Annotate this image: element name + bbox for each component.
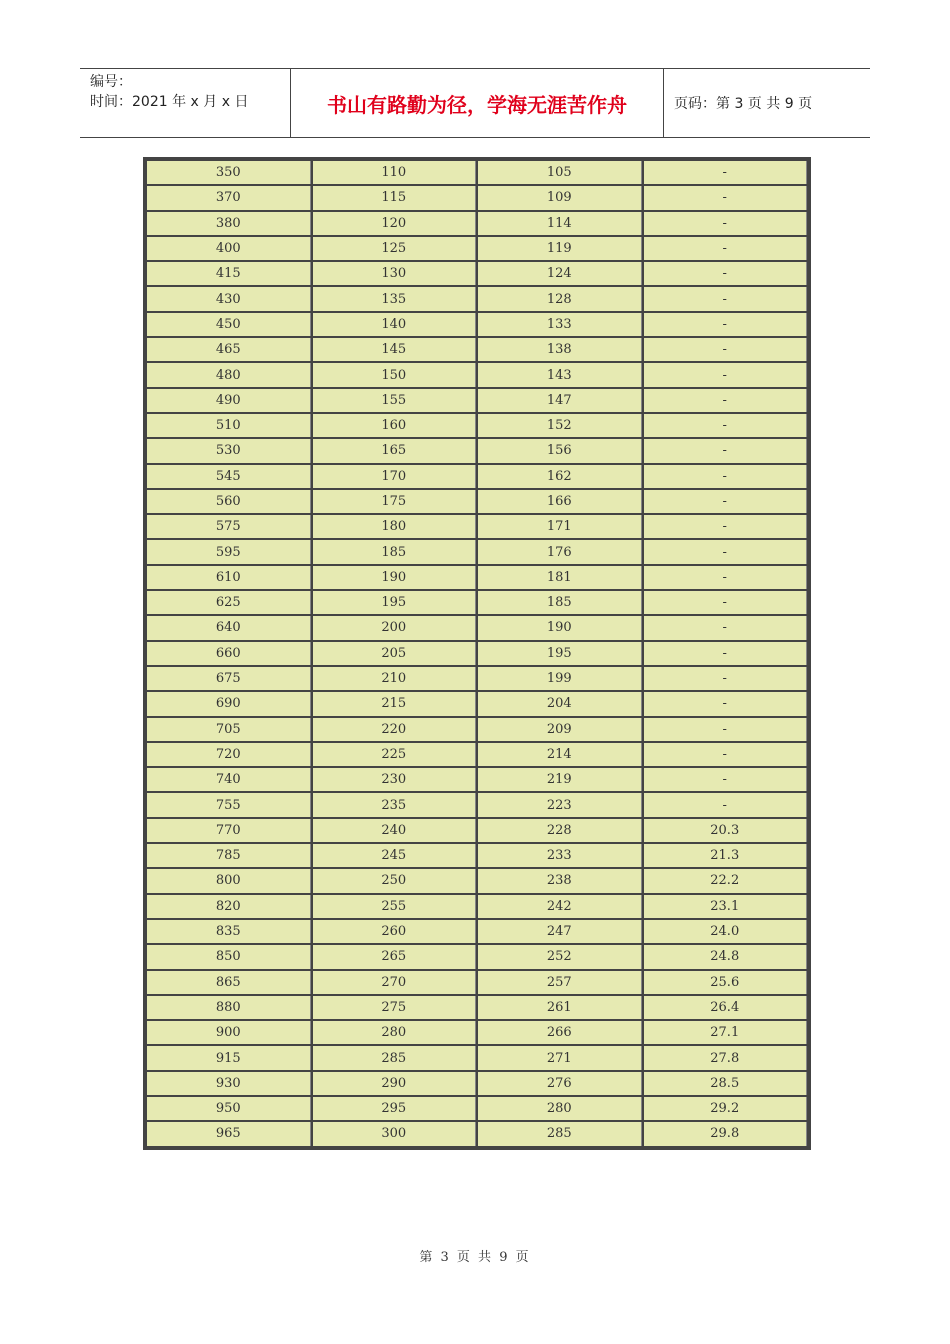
table-cell: 250 bbox=[313, 869, 477, 892]
table-cell: 171 bbox=[478, 515, 642, 538]
table-cell: - bbox=[644, 667, 808, 690]
table-cell: 255 bbox=[313, 895, 477, 918]
table-cell: 850 bbox=[147, 945, 311, 968]
table-row bbox=[147, 869, 807, 892]
data-table bbox=[143, 157, 811, 1150]
table-row bbox=[147, 262, 807, 285]
table-cell: 195 bbox=[313, 591, 477, 614]
table-cell: 175 bbox=[313, 490, 477, 513]
table-cell: 195 bbox=[478, 642, 642, 665]
table-row bbox=[147, 971, 807, 994]
table-cell: 275 bbox=[313, 996, 477, 1019]
table-row bbox=[147, 1021, 807, 1044]
page-info: 页码：第 3 页 共 9 页 bbox=[674, 96, 813, 112]
table-cell: 740 bbox=[147, 768, 311, 791]
table-cell: 800 bbox=[147, 869, 311, 892]
table-row bbox=[147, 566, 807, 589]
table-row bbox=[147, 389, 807, 412]
table-cell: - bbox=[644, 692, 808, 715]
table-cell: 400 bbox=[147, 237, 311, 260]
table-cell: 295 bbox=[313, 1097, 477, 1120]
table-cell: - bbox=[644, 566, 808, 589]
table-cell: 660 bbox=[147, 642, 311, 665]
table-cell: 114 bbox=[478, 212, 642, 235]
table-cell: 21.3 bbox=[644, 844, 808, 867]
table-cell: - bbox=[644, 389, 808, 412]
table-row bbox=[147, 667, 807, 690]
table-cell: 240 bbox=[313, 819, 477, 842]
table-cell: 23.1 bbox=[644, 895, 808, 918]
table-cell: 223 bbox=[478, 793, 642, 816]
table-cell: 930 bbox=[147, 1072, 311, 1095]
table-cell: 115 bbox=[313, 186, 477, 209]
table-cell: - bbox=[644, 591, 808, 614]
table-cell: 575 bbox=[147, 515, 311, 538]
table-cell: 235 bbox=[313, 793, 477, 816]
table-cell: 271 bbox=[478, 1046, 642, 1069]
table-row bbox=[147, 1046, 807, 1069]
table-cell: 26.4 bbox=[644, 996, 808, 1019]
table-cell: 200 bbox=[313, 616, 477, 639]
table-cell: 110 bbox=[313, 161, 477, 184]
table-cell: 280 bbox=[478, 1097, 642, 1120]
table-cell: 140 bbox=[313, 313, 477, 336]
table-cell: 720 bbox=[147, 743, 311, 766]
table-cell: - bbox=[644, 642, 808, 665]
table-row bbox=[147, 465, 807, 488]
table-cell: - bbox=[644, 313, 808, 336]
table-cell: 24.8 bbox=[644, 945, 808, 968]
table-cell: 247 bbox=[478, 920, 642, 943]
table-cell: 28.5 bbox=[644, 1072, 808, 1095]
table-row bbox=[147, 642, 807, 665]
table-cell: 880 bbox=[147, 996, 311, 1019]
table-cell: 415 bbox=[147, 262, 311, 285]
table-cell: - bbox=[644, 743, 808, 766]
date-label: 时间：2021 年 x 月 x 日 bbox=[90, 94, 249, 110]
table-cell: 205 bbox=[313, 642, 477, 665]
table-cell: 199 bbox=[478, 667, 642, 690]
table-cell: 152 bbox=[478, 414, 642, 437]
table-cell: 185 bbox=[478, 591, 642, 614]
table-cell: 530 bbox=[147, 439, 311, 462]
table-cell: 266 bbox=[478, 1021, 642, 1044]
table-cell: 865 bbox=[147, 971, 311, 994]
table-cell: - bbox=[644, 718, 808, 741]
table-cell: 130 bbox=[313, 262, 477, 285]
table-cell: - bbox=[644, 338, 808, 361]
table-cell: 233 bbox=[478, 844, 642, 867]
table-cell: 143 bbox=[478, 363, 642, 386]
table-cell: 950 bbox=[147, 1097, 311, 1120]
table-cell: 965 bbox=[147, 1122, 311, 1145]
table-cell: 280 bbox=[313, 1021, 477, 1044]
table-cell: 257 bbox=[478, 971, 642, 994]
table-cell: 162 bbox=[478, 465, 642, 488]
table-cell: 270 bbox=[313, 971, 477, 994]
table-cell: 276 bbox=[478, 1072, 642, 1095]
table-cell: 120 bbox=[313, 212, 477, 235]
table-cell: 785 bbox=[147, 844, 311, 867]
table-cell: - bbox=[644, 490, 808, 513]
table-cell: 370 bbox=[147, 186, 311, 209]
table-cell: 480 bbox=[147, 363, 311, 386]
table-row bbox=[147, 692, 807, 715]
table-cell: 25.6 bbox=[644, 971, 808, 994]
table-row bbox=[147, 338, 807, 361]
table-cell: 150 bbox=[313, 363, 477, 386]
table-cell: 820 bbox=[147, 895, 311, 918]
table-cell: 105 bbox=[478, 161, 642, 184]
table-cell: 204 bbox=[478, 692, 642, 715]
table-cell: 705 bbox=[147, 718, 311, 741]
table-cell: 190 bbox=[478, 616, 642, 639]
table-body bbox=[147, 161, 807, 1146]
table-row bbox=[147, 616, 807, 639]
table-cell: - bbox=[644, 363, 808, 386]
table-row bbox=[147, 1097, 807, 1120]
table-row bbox=[147, 920, 807, 943]
table-cell: 147 bbox=[478, 389, 642, 412]
table-cell: 300 bbox=[313, 1122, 477, 1145]
table-cell: 380 bbox=[147, 212, 311, 235]
table-row bbox=[147, 768, 807, 791]
table-row bbox=[147, 186, 807, 209]
table-cell: 109 bbox=[478, 186, 642, 209]
table-cell: 560 bbox=[147, 490, 311, 513]
table-cell: 225 bbox=[313, 743, 477, 766]
table-cell: 214 bbox=[478, 743, 642, 766]
table-row bbox=[147, 743, 807, 766]
header-meta bbox=[80, 69, 291, 137]
table-cell: - bbox=[644, 161, 808, 184]
table-cell: 285 bbox=[313, 1046, 477, 1069]
table-cell: 238 bbox=[478, 869, 642, 892]
table-cell: 138 bbox=[478, 338, 642, 361]
table-cell: 181 bbox=[478, 566, 642, 589]
table-row bbox=[147, 591, 807, 614]
table-row bbox=[147, 287, 807, 310]
table-row bbox=[147, 1122, 807, 1145]
table-cell: 27.1 bbox=[644, 1021, 808, 1044]
table-cell: 165 bbox=[313, 439, 477, 462]
table-cell: 350 bbox=[147, 161, 311, 184]
motto: 书山有路勤为径，学海无涯苦作舟 bbox=[291, 69, 664, 137]
table-cell: 260 bbox=[313, 920, 477, 943]
table-cell: 210 bbox=[313, 667, 477, 690]
table-cell: 215 bbox=[313, 692, 477, 715]
table-cell: 180 bbox=[313, 515, 477, 538]
table-row bbox=[147, 161, 807, 184]
table-row bbox=[147, 212, 807, 235]
table-cell: 915 bbox=[147, 1046, 311, 1069]
table-cell: 219 bbox=[478, 768, 642, 791]
page-header bbox=[80, 68, 870, 138]
table-row bbox=[147, 895, 807, 918]
table-cell: - bbox=[644, 287, 808, 310]
table-cell: 160 bbox=[313, 414, 477, 437]
table-cell: - bbox=[644, 793, 808, 816]
table-cell: 190 bbox=[313, 566, 477, 589]
table-row bbox=[147, 414, 807, 437]
table-cell: 185 bbox=[313, 540, 477, 563]
table-row bbox=[147, 718, 807, 741]
table-cell: 545 bbox=[147, 465, 311, 488]
table-cell: 675 bbox=[147, 667, 311, 690]
table-cell: 245 bbox=[313, 844, 477, 867]
table-row bbox=[147, 819, 807, 842]
table-cell: 290 bbox=[313, 1072, 477, 1095]
table-cell: 690 bbox=[147, 692, 311, 715]
table-row bbox=[147, 363, 807, 386]
table-cell: 252 bbox=[478, 945, 642, 968]
table-cell: - bbox=[644, 465, 808, 488]
table-cell: 228 bbox=[478, 819, 642, 842]
table-cell: 155 bbox=[313, 389, 477, 412]
table-row bbox=[147, 540, 807, 563]
table-cell: - bbox=[644, 515, 808, 538]
table-cell: 450 bbox=[147, 313, 311, 336]
table-row bbox=[147, 439, 807, 462]
page-footer: 第 3 页 共 9 页 bbox=[419, 1250, 531, 1265]
table-cell: - bbox=[644, 237, 808, 260]
table-cell: - bbox=[644, 414, 808, 437]
table-cell: 29.8 bbox=[644, 1122, 808, 1145]
table-cell: 835 bbox=[147, 920, 311, 943]
table-cell: 770 bbox=[147, 819, 311, 842]
table-cell: 430 bbox=[147, 287, 311, 310]
table-cell: 625 bbox=[147, 591, 311, 614]
table-cell: - bbox=[644, 616, 808, 639]
table-cell: 230 bbox=[313, 768, 477, 791]
table-cell: 29.2 bbox=[644, 1097, 808, 1120]
table-row bbox=[147, 237, 807, 260]
table-cell: - bbox=[644, 540, 808, 563]
table-cell: 261 bbox=[478, 996, 642, 1019]
table-cell: 640 bbox=[147, 616, 311, 639]
table-row bbox=[147, 515, 807, 538]
table-cell: 285 bbox=[478, 1122, 642, 1145]
table-cell: 595 bbox=[147, 540, 311, 563]
table-cell: 27.8 bbox=[644, 1046, 808, 1069]
table-cell: 755 bbox=[147, 793, 311, 816]
table-cell: - bbox=[644, 186, 808, 209]
table-cell: 170 bbox=[313, 465, 477, 488]
table-cell: - bbox=[644, 439, 808, 462]
table-cell: 156 bbox=[478, 439, 642, 462]
table-row bbox=[147, 793, 807, 816]
table-row bbox=[147, 490, 807, 513]
table-cell: 166 bbox=[478, 490, 642, 513]
table-cell: 135 bbox=[313, 287, 477, 310]
table-cell: 610 bbox=[147, 566, 311, 589]
table-cell: 490 bbox=[147, 389, 311, 412]
table-cell: 22.2 bbox=[644, 869, 808, 892]
number-label: 编号： bbox=[90, 74, 132, 90]
table-cell: 265 bbox=[313, 945, 477, 968]
table-cell: 465 bbox=[147, 338, 311, 361]
table-cell: 176 bbox=[478, 540, 642, 563]
table-cell: 900 bbox=[147, 1021, 311, 1044]
table-cell: 133 bbox=[478, 313, 642, 336]
table-cell: 510 bbox=[147, 414, 311, 437]
table-row bbox=[147, 1072, 807, 1095]
table-row bbox=[147, 945, 807, 968]
table-cell: 124 bbox=[478, 262, 642, 285]
table-cell: 128 bbox=[478, 287, 642, 310]
table-row bbox=[147, 996, 807, 1019]
table-cell: 20.3 bbox=[644, 819, 808, 842]
table-cell: - bbox=[644, 212, 808, 235]
table-row bbox=[147, 313, 807, 336]
table-cell: - bbox=[644, 262, 808, 285]
table-cell: 125 bbox=[313, 237, 477, 260]
table-row bbox=[147, 844, 807, 867]
table-cell: 209 bbox=[478, 718, 642, 741]
table-cell: 24.0 bbox=[644, 920, 808, 943]
table-cell: 145 bbox=[313, 338, 477, 361]
table-cell: 220 bbox=[313, 718, 477, 741]
table-cell: - bbox=[644, 768, 808, 791]
table-cell: 242 bbox=[478, 895, 642, 918]
table-cell: 119 bbox=[478, 237, 642, 260]
